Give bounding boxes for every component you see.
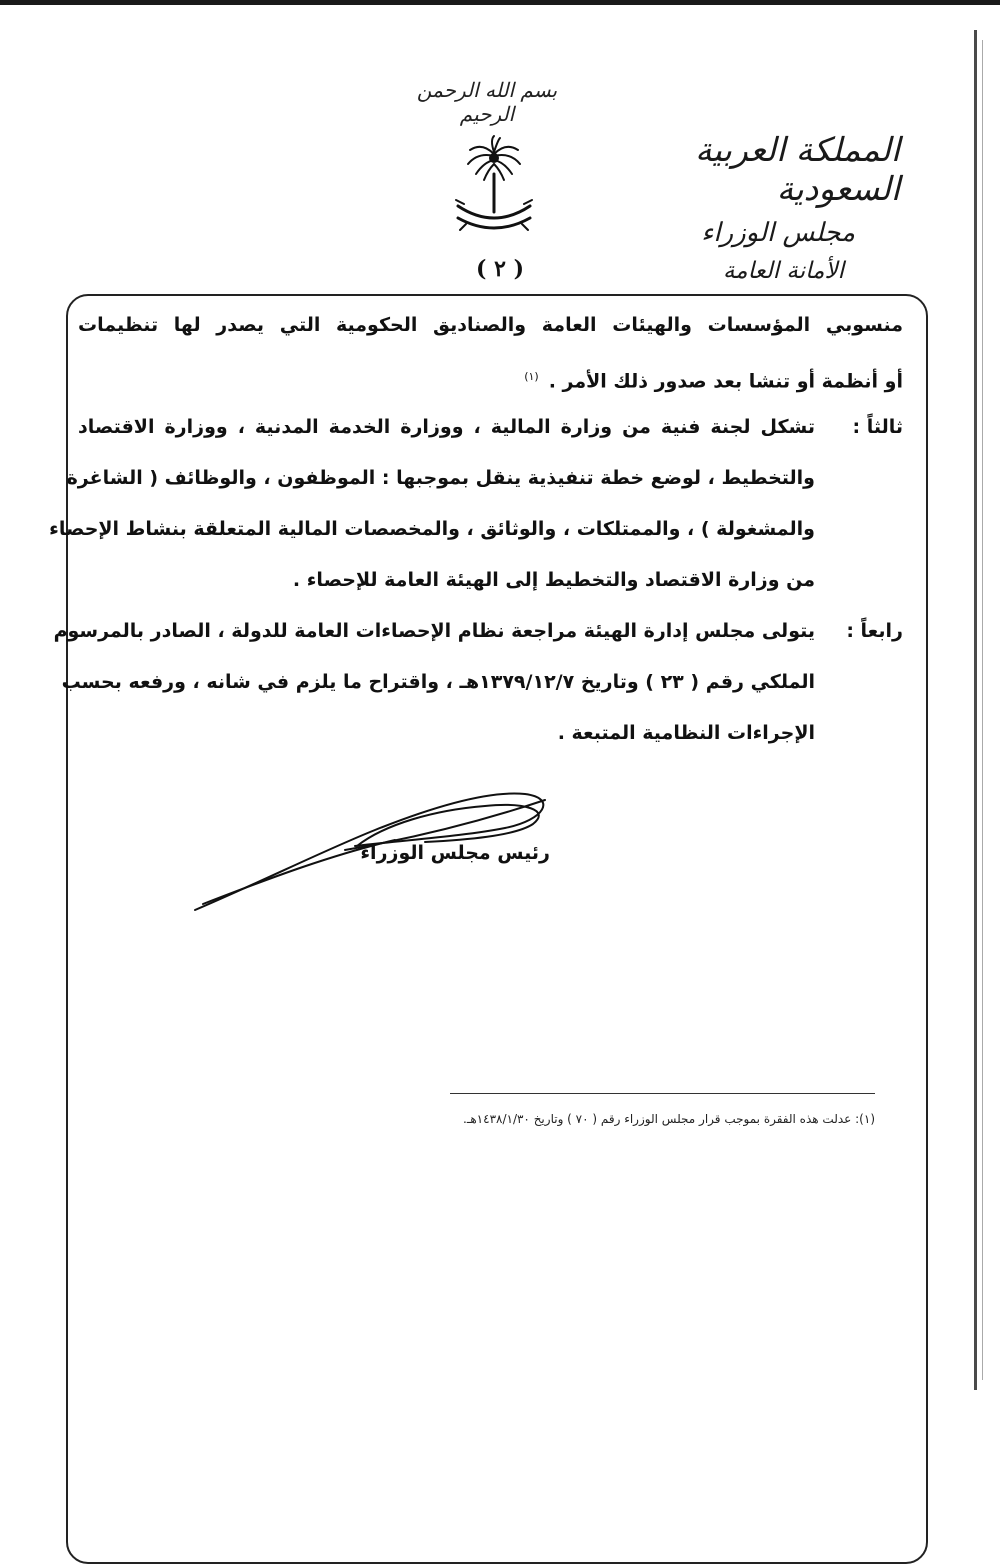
footnote: (١): عدلت هذه الفقرة بموجب قرار مجلس الوزراء رقم ( ٧٠ ) وتاريخ ١٤٣٨/١/٣٠هـ. [463, 1112, 875, 1126]
clause-fourth-line-3: الإجراءات النظامية المتبعة . [557, 722, 815, 744]
footnote-marker: (١) [524, 370, 539, 383]
clause-third-line-4: من وزارة الاقتصاد والتخطيط إلى الهيئة العامة للإحصاء . [292, 569, 815, 591]
clause-fourth-line-2: الملكي رقم ( ٢٣ ) وتاريخ ١٣٧٩/١٢/٧هـ ، واقتراح ما يلزم في شانه ، ورفعه بحسب [61, 671, 815, 693]
clause-fourth-line-1: رابعاً : يتولى مجلس إدارة الهيئة مراجعة نظام الإحصاءات العامة للدولة ، الصادر بالمرسوم [78, 606, 903, 657]
kingdom-name: المملكة العربية السعودية [695, 130, 900, 208]
clause-third-line-3: والمشغولة ) ، والممتلكات ، والوثائق ، والمخصصات المالية المتعلقة بنشاط الإحصاء [49, 518, 815, 540]
scan-top-edge [0, 0, 1000, 5]
footnote-divider [450, 1093, 875, 1094]
clause-third-label: ثالثاً : [852, 416, 903, 438]
signatory-title: رئيس مجلس الوزراء [360, 842, 550, 864]
basmala: بسم الله الرحمن الرحيم [416, 78, 558, 126]
clause-third-line-2: والتخطيط ، لوضع خطة تنفيذية ينقل بموجبها : الموظفون ، والوظائف ( الشاغرة [66, 467, 815, 489]
scan-right-edge [974, 30, 977, 1390]
letterhead [610, 130, 900, 284]
intro-line-1: منسوبي المؤسسات والهيئات العامة والصناديق الحكومية التي يصدر لها تنظيمات [78, 314, 903, 336]
clause-third-line-1: ثالثاً : تشكل لجنة فنية من وزارة المالية ، ووزارة الخدمة المدنية ، ووزارة الاقتصاد [78, 402, 903, 453]
document-body [49, 300, 903, 759]
page-number: ( ٢ ) [476, 256, 524, 282]
saudi-emblem-icon [454, 134, 534, 244]
clause-fourth-label: رابعاً : [846, 620, 903, 642]
intro-line-2: أو أنظمة أو تنشا بعد صدور ذلك الأمر .$^{(١)}$ [524, 370, 903, 393]
scan-right-edge-secondary [982, 40, 983, 1380]
council-name: مجلس الوزراء [701, 218, 855, 248]
secretariat-name: الأمانة العامة [722, 258, 844, 284]
